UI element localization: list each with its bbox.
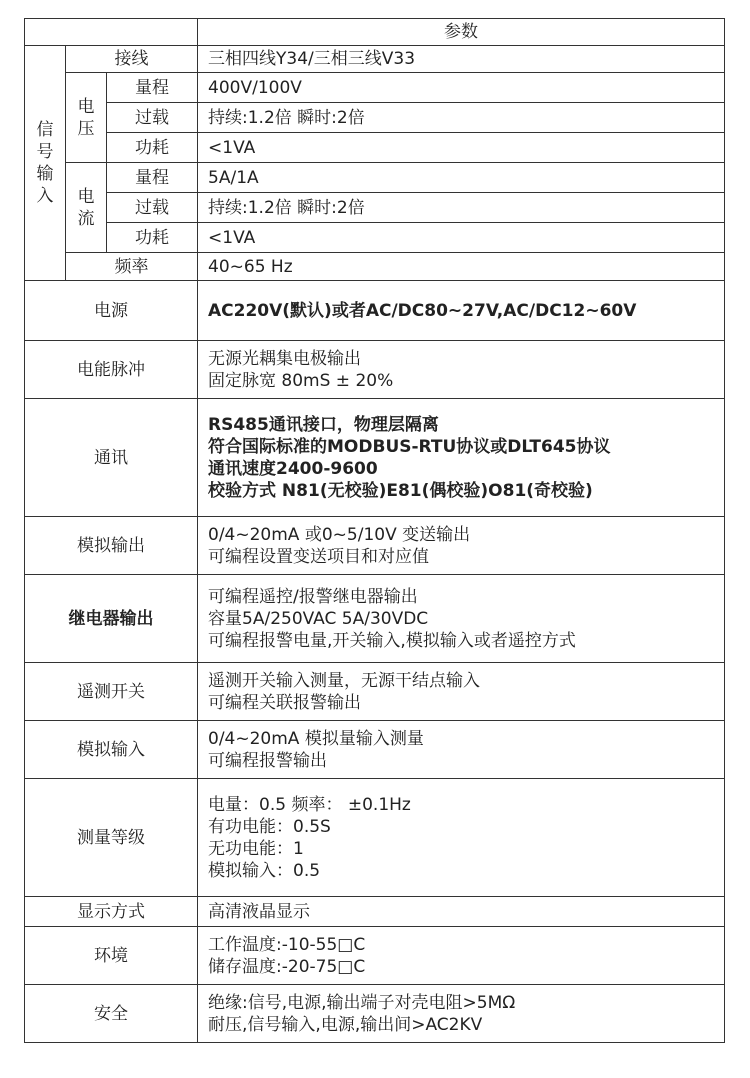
remote-switch-row xyxy=(25,663,725,721)
analog-output-line: 0/4~20mA 或0~5/10V 变送输出 xyxy=(208,524,471,545)
communication-line: 符合国际标准的MODBUS-RTU协议或DLT645协议 xyxy=(208,436,611,457)
power-supply-line: AC220V(默认)或者AC/DC80~27V,AC/DC12~60V xyxy=(208,300,637,321)
analog-output-label: 模拟输出 xyxy=(25,517,198,575)
energy-pulse-value xyxy=(198,341,725,399)
safety-line: 绝缘:信号,电源,输出端子对壳电阻>5MΩ xyxy=(208,992,516,1013)
analog-input-row xyxy=(25,721,725,779)
signal-input-group-label xyxy=(25,46,66,281)
power-supply-value xyxy=(198,281,725,341)
voltage-overload-row xyxy=(25,103,725,133)
voltage-overload-value: 持续:1.2倍 瞬时:2倍 xyxy=(198,103,725,133)
safety-line: 耐压,信号输入,电源,输出间>AC2KV xyxy=(208,1014,483,1035)
energy-pulse-row xyxy=(25,341,725,399)
relay-output-line: 容量5A/250VAC 5A/30VDC xyxy=(208,608,429,629)
remote-switch-value xyxy=(198,663,725,721)
voltage-power-value: <1VA xyxy=(198,133,725,163)
current-power-row xyxy=(25,223,725,253)
voltage-char: 电 xyxy=(77,96,95,117)
current-range-value: 5A/1A xyxy=(198,163,725,193)
frequency-label: 频率 xyxy=(66,253,198,281)
signal-input-char: 输 xyxy=(36,164,54,184)
accuracy-line: 有功电能：0.5S xyxy=(208,816,331,837)
communication-line: RS485通讯接口，物理层隔离 xyxy=(208,414,439,435)
safety-value xyxy=(198,985,725,1043)
remote-switch-line: 遥测开关输入测量，无源干结点输入 xyxy=(208,670,481,691)
voltage-power-label: 功耗 xyxy=(107,133,198,163)
current-power-label: 功耗 xyxy=(107,223,198,253)
accuracy-line: 无功电能：1 xyxy=(208,838,304,859)
communication-value xyxy=(198,399,725,517)
relay-output-label: 继电器输出 xyxy=(25,575,198,663)
analog-input-value xyxy=(198,721,725,779)
display-value xyxy=(198,897,725,927)
communication-line: 校验方式 N81(无校验)E81(偶校验)O81(奇校验) xyxy=(208,480,593,501)
environment-value xyxy=(198,927,725,985)
current-overload-value: 持续:1.2倍 瞬时:2倍 xyxy=(198,193,725,223)
power-supply-label: 电源 xyxy=(25,281,198,341)
header-title: 参数 xyxy=(198,19,725,46)
environment-row xyxy=(25,927,725,985)
safety-label: 安全 xyxy=(25,985,198,1043)
relay-output-value xyxy=(198,575,725,663)
display-label: 显示方式 xyxy=(25,897,198,927)
voltage-range-row xyxy=(25,73,725,103)
header-row xyxy=(25,19,725,46)
display-row xyxy=(25,897,725,927)
current-group-label xyxy=(66,163,107,253)
current-overload-row xyxy=(25,193,725,223)
voltage-char: 压 xyxy=(77,118,95,139)
frequency-row xyxy=(25,253,725,281)
current-char: 流 xyxy=(77,208,95,229)
communication-line: 通讯速度2400-9600 xyxy=(208,458,378,479)
voltage-range-label: 量程 xyxy=(107,73,198,103)
wiring-value: 三相四线Y34/三相三线V33 xyxy=(198,46,725,73)
analog-output-value xyxy=(198,517,725,575)
voltage-overload-label: 过载 xyxy=(107,103,198,133)
spec-sheet xyxy=(24,18,725,1043)
voltage-range-value: 400V/100V xyxy=(198,73,725,103)
remote-switch-line: 可编程关联报警输出 xyxy=(208,692,362,713)
energy-pulse-line: 无源光耦集电极输出 xyxy=(208,348,362,369)
header-blank-cell xyxy=(25,19,198,46)
accuracy-label: 测量等级 xyxy=(25,779,198,897)
relay-output-line: 可编程报警电量,开关输入,模拟输入或者遥控方式 xyxy=(208,630,576,651)
environment-line: 储存温度:-20-75□C xyxy=(208,956,366,977)
accuracy-value xyxy=(198,779,725,897)
relay-output-line: 可编程遥控/报警继电器输出 xyxy=(208,586,418,607)
analog-input-line: 可编程报警输出 xyxy=(208,750,328,771)
analog-input-line: 0/4~20mA 模拟量输入测量 xyxy=(208,728,424,749)
relay-output-row xyxy=(25,575,725,663)
analog-output-line: 可编程设置变送项目和对应值 xyxy=(208,546,430,567)
voltage-power-row xyxy=(25,133,725,163)
energy-pulse-line: 固定脉宽 80mS ± 20% xyxy=(208,370,394,391)
voltage-group-label xyxy=(66,73,107,163)
energy-pulse-label: 电能脉冲 xyxy=(25,341,198,399)
signal-input-char: 入 xyxy=(36,186,54,206)
display-line: 高清液晶显示 xyxy=(208,901,311,922)
analog-input-label: 模拟输入 xyxy=(25,721,198,779)
signal-input-char: 号 xyxy=(36,142,54,162)
current-char: 电 xyxy=(77,186,95,207)
safety-row xyxy=(25,985,725,1043)
accuracy-row xyxy=(25,779,725,897)
spec-table xyxy=(24,18,725,1043)
wiring-row xyxy=(25,46,725,73)
accuracy-line: 模拟输入：0.5 xyxy=(208,860,321,881)
power-supply-row xyxy=(25,281,725,341)
wiring-label: 接线 xyxy=(66,46,198,73)
signal-input-char: 信 xyxy=(36,120,54,140)
accuracy-line: 电量：0.5 频率： ±0.1Hz xyxy=(208,794,411,815)
current-range-label: 量程 xyxy=(107,163,198,193)
environment-label: 环境 xyxy=(25,927,198,985)
communication-label: 通讯 xyxy=(25,399,198,517)
environment-line: 工作温度:-10-55□C xyxy=(208,934,366,955)
analog-output-row xyxy=(25,517,725,575)
current-power-value: <1VA xyxy=(198,223,725,253)
current-overload-label: 过载 xyxy=(107,193,198,223)
communication-row xyxy=(25,399,725,517)
remote-switch-label: 遥测开关 xyxy=(25,663,198,721)
frequency-value: 40~65 Hz xyxy=(198,253,725,281)
current-range-row xyxy=(25,163,725,193)
